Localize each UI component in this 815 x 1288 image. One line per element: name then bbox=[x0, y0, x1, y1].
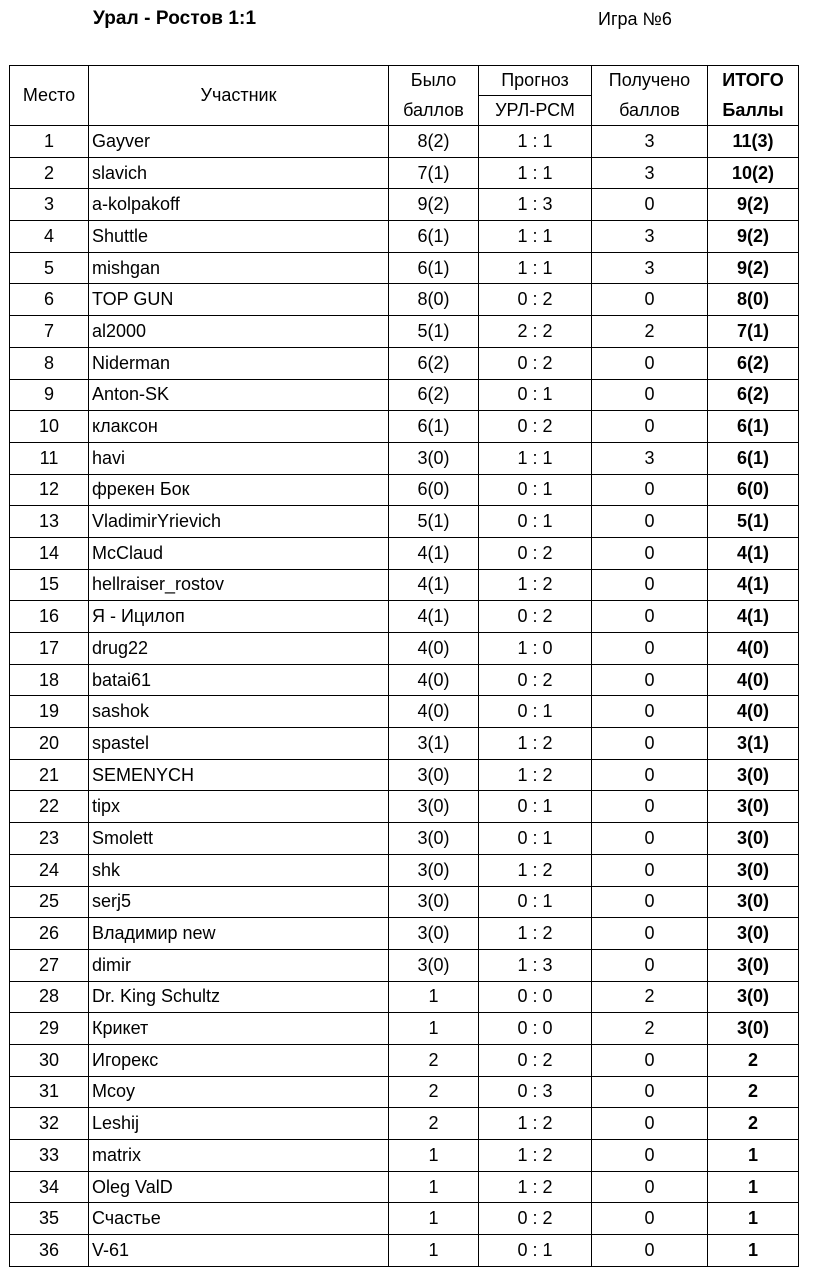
cell-before: 8(0) bbox=[389, 284, 479, 316]
cell-place: 12 bbox=[10, 474, 89, 506]
cell-before: 3(0) bbox=[389, 791, 479, 823]
header-place: Место bbox=[10, 66, 89, 126]
cell-participant: al2000 bbox=[89, 316, 389, 348]
cell-received: 0 bbox=[592, 1203, 708, 1235]
cell-before: 4(0) bbox=[389, 633, 479, 665]
cell-prediction: 0 : 2 bbox=[479, 664, 592, 696]
cell-place: 17 bbox=[10, 633, 89, 665]
table-row bbox=[10, 1203, 799, 1235]
cell-before: 6(1) bbox=[389, 221, 479, 253]
cell-before: 2 bbox=[389, 1044, 479, 1076]
cell-total: 6(1) bbox=[708, 411, 799, 443]
cell-total: 3(0) bbox=[708, 981, 799, 1013]
table-row bbox=[10, 886, 799, 918]
cell-before: 1 bbox=[389, 1171, 479, 1203]
cell-total: 10(2) bbox=[708, 157, 799, 189]
table-row bbox=[10, 601, 799, 633]
header-prediction-top: Прогноз bbox=[479, 66, 592, 96]
cell-before: 2 bbox=[389, 1076, 479, 1108]
cell-participant: tipx bbox=[89, 791, 389, 823]
cell-total: 6(0) bbox=[708, 474, 799, 506]
cell-total: 2 bbox=[708, 1076, 799, 1108]
cell-received: 0 bbox=[592, 537, 708, 569]
cell-before: 3(0) bbox=[389, 949, 479, 981]
table-row bbox=[10, 126, 799, 158]
table-header bbox=[10, 66, 799, 126]
cell-received: 3 bbox=[592, 221, 708, 253]
standings-table bbox=[9, 65, 799, 1267]
table-row bbox=[10, 537, 799, 569]
cell-received: 0 bbox=[592, 759, 708, 791]
cell-before: 3(1) bbox=[389, 728, 479, 760]
cell-place: 6 bbox=[10, 284, 89, 316]
table-body bbox=[10, 126, 799, 1267]
cell-place: 10 bbox=[10, 411, 89, 443]
cell-prediction: 0 : 1 bbox=[479, 791, 592, 823]
cell-participant: клаксон bbox=[89, 411, 389, 443]
cell-place: 3 bbox=[10, 189, 89, 221]
cell-received: 0 bbox=[592, 949, 708, 981]
cell-before: 3(0) bbox=[389, 442, 479, 474]
cell-participant: Leshij bbox=[89, 1108, 389, 1140]
cell-received: 0 bbox=[592, 918, 708, 950]
cell-total: 4(0) bbox=[708, 696, 799, 728]
cell-prediction: 1 : 1 bbox=[479, 221, 592, 253]
cell-participant: dimir bbox=[89, 949, 389, 981]
cell-total: 1 bbox=[708, 1203, 799, 1235]
cell-total: 2 bbox=[708, 1044, 799, 1076]
cell-prediction: 1 : 2 bbox=[479, 1140, 592, 1172]
cell-before: 6(1) bbox=[389, 411, 479, 443]
cell-place: 32 bbox=[10, 1108, 89, 1140]
cell-place: 14 bbox=[10, 537, 89, 569]
cell-place: 30 bbox=[10, 1044, 89, 1076]
table-row bbox=[10, 569, 799, 601]
cell-prediction: 0 : 0 bbox=[479, 1013, 592, 1045]
cell-total: 9(2) bbox=[708, 189, 799, 221]
cell-place: 23 bbox=[10, 823, 89, 855]
cell-place: 24 bbox=[10, 854, 89, 886]
cell-total: 7(1) bbox=[708, 316, 799, 348]
cell-total: 4(1) bbox=[708, 569, 799, 601]
cell-participant: Anton-SK bbox=[89, 379, 389, 411]
table-row bbox=[10, 506, 799, 538]
cell-received: 3 bbox=[592, 126, 708, 158]
cell-participant: serj5 bbox=[89, 886, 389, 918]
cell-total: 3(0) bbox=[708, 1013, 799, 1045]
cell-participant: havi bbox=[89, 442, 389, 474]
game-number: Игра №6 bbox=[598, 9, 672, 29]
cell-before: 5(1) bbox=[389, 506, 479, 538]
cell-place: 18 bbox=[10, 664, 89, 696]
cell-before: 3(0) bbox=[389, 918, 479, 950]
cell-total: 1 bbox=[708, 1171, 799, 1203]
cell-prediction: 0 : 2 bbox=[479, 284, 592, 316]
cell-received: 0 bbox=[592, 1108, 708, 1140]
cell-total: 6(2) bbox=[708, 379, 799, 411]
table-row bbox=[10, 696, 799, 728]
header-received-bottom: баллов bbox=[592, 96, 708, 126]
table-row bbox=[10, 759, 799, 791]
cell-place: 7 bbox=[10, 316, 89, 348]
cell-before: 1 bbox=[389, 1235, 479, 1267]
cell-participant: Dr. King Schultz bbox=[89, 981, 389, 1013]
table-row bbox=[10, 157, 799, 189]
table-row bbox=[10, 949, 799, 981]
cell-participant: Niderman bbox=[89, 347, 389, 379]
cell-before: 5(1) bbox=[389, 316, 479, 348]
header-total-bottom: Баллы bbox=[708, 96, 799, 126]
table-row bbox=[10, 316, 799, 348]
cell-participant: VladimirYrievich bbox=[89, 506, 389, 538]
cell-before: 4(0) bbox=[389, 696, 479, 728]
cell-prediction: 0 : 2 bbox=[479, 1044, 592, 1076]
cell-place: 15 bbox=[10, 569, 89, 601]
cell-prediction: 1 : 2 bbox=[479, 1171, 592, 1203]
cell-total: 3(0) bbox=[708, 854, 799, 886]
cell-place: 20 bbox=[10, 728, 89, 760]
cell-place: 13 bbox=[10, 506, 89, 538]
cell-received: 0 bbox=[592, 1171, 708, 1203]
cell-participant: batai61 bbox=[89, 664, 389, 696]
cell-received: 0 bbox=[592, 569, 708, 601]
cell-prediction: 0 : 1 bbox=[479, 506, 592, 538]
cell-total: 4(0) bbox=[708, 664, 799, 696]
cell-place: 19 bbox=[10, 696, 89, 728]
cell-received: 0 bbox=[592, 474, 708, 506]
cell-before: 4(1) bbox=[389, 569, 479, 601]
cell-prediction: 0 : 2 bbox=[479, 1203, 592, 1235]
cell-participant: McClaud bbox=[89, 537, 389, 569]
cell-before: 4(1) bbox=[389, 537, 479, 569]
table-row bbox=[10, 728, 799, 760]
cell-participant: Владимир new bbox=[89, 918, 389, 950]
cell-participant: фрекен Бок bbox=[89, 474, 389, 506]
cell-participant: Крикет bbox=[89, 1013, 389, 1045]
cell-prediction: 0 : 1 bbox=[479, 696, 592, 728]
cell-before: 3(0) bbox=[389, 823, 479, 855]
cell-place: 4 bbox=[10, 221, 89, 253]
cell-place: 26 bbox=[10, 918, 89, 950]
cell-total: 1 bbox=[708, 1235, 799, 1267]
cell-participant: Shuttle bbox=[89, 221, 389, 253]
cell-before: 7(1) bbox=[389, 157, 479, 189]
cell-prediction: 0 : 0 bbox=[479, 981, 592, 1013]
table-row bbox=[10, 1235, 799, 1267]
cell-prediction: 0 : 1 bbox=[479, 886, 592, 918]
cell-received: 0 bbox=[592, 633, 708, 665]
header-received-top: Получено bbox=[592, 66, 708, 96]
cell-prediction: 0 : 1 bbox=[479, 823, 592, 855]
cell-place: 8 bbox=[10, 347, 89, 379]
cell-received: 0 bbox=[592, 411, 708, 443]
cell-place: 9 bbox=[10, 379, 89, 411]
cell-received: 3 bbox=[592, 442, 708, 474]
cell-received: 0 bbox=[592, 1235, 708, 1267]
cell-total: 3(0) bbox=[708, 791, 799, 823]
cell-received: 0 bbox=[592, 506, 708, 538]
cell-before: 6(1) bbox=[389, 252, 479, 284]
cell-prediction: 0 : 2 bbox=[479, 411, 592, 443]
cell-total: 3(0) bbox=[708, 949, 799, 981]
header-before-bottom: баллов bbox=[389, 96, 479, 126]
cell-total: 2 bbox=[708, 1108, 799, 1140]
cell-received: 3 bbox=[592, 157, 708, 189]
cell-prediction: 0 : 1 bbox=[479, 1235, 592, 1267]
cell-place: 36 bbox=[10, 1235, 89, 1267]
cell-before: 3(0) bbox=[389, 854, 479, 886]
cell-prediction: 1 : 2 bbox=[479, 854, 592, 886]
cell-before: 8(2) bbox=[389, 126, 479, 158]
cell-total: 4(1) bbox=[708, 537, 799, 569]
cell-total: 5(1) bbox=[708, 506, 799, 538]
cell-participant: shk bbox=[89, 854, 389, 886]
cell-place: 34 bbox=[10, 1171, 89, 1203]
table-row bbox=[10, 1140, 799, 1172]
cell-total: 3(0) bbox=[708, 759, 799, 791]
table-row bbox=[10, 664, 799, 696]
table-row bbox=[10, 474, 799, 506]
cell-before: 1 bbox=[389, 1203, 479, 1235]
cell-before: 4(0) bbox=[389, 664, 479, 696]
header-total-top: ИТОГО bbox=[708, 66, 799, 96]
cell-prediction: 1 : 2 bbox=[479, 918, 592, 950]
cell-before: 1 bbox=[389, 1013, 479, 1045]
cell-total: 4(1) bbox=[708, 601, 799, 633]
cell-total: 3(0) bbox=[708, 918, 799, 950]
cell-place: 33 bbox=[10, 1140, 89, 1172]
cell-place: 22 bbox=[10, 791, 89, 823]
table-row bbox=[10, 221, 799, 253]
cell-received: 0 bbox=[592, 696, 708, 728]
cell-prediction: 0 : 3 bbox=[479, 1076, 592, 1108]
cell-before: 3(0) bbox=[389, 886, 479, 918]
cell-received: 2 bbox=[592, 981, 708, 1013]
cell-participant: a-kolpakoff bbox=[89, 189, 389, 221]
table-row bbox=[10, 1044, 799, 1076]
cell-received: 0 bbox=[592, 823, 708, 855]
cell-participant: hellraiser_rostov bbox=[89, 569, 389, 601]
table-row bbox=[10, 981, 799, 1013]
table-row bbox=[10, 411, 799, 443]
cell-prediction: 1 : 1 bbox=[479, 157, 592, 189]
cell-total: 8(0) bbox=[708, 284, 799, 316]
cell-participant: Счастье bbox=[89, 1203, 389, 1235]
cell-before: 3(0) bbox=[389, 759, 479, 791]
cell-received: 2 bbox=[592, 1013, 708, 1045]
cell-received: 0 bbox=[592, 854, 708, 886]
cell-participant: Я - Ицилоп bbox=[89, 601, 389, 633]
cell-received: 0 bbox=[592, 1076, 708, 1108]
header-before-top: Было bbox=[389, 66, 479, 96]
cell-participant: spastel bbox=[89, 728, 389, 760]
cell-place: 25 bbox=[10, 886, 89, 918]
cell-prediction: 1 : 2 bbox=[479, 728, 592, 760]
cell-total: 9(2) bbox=[708, 221, 799, 253]
cell-total: 9(2) bbox=[708, 252, 799, 284]
table-row bbox=[10, 347, 799, 379]
cell-place: 29 bbox=[10, 1013, 89, 1045]
cell-prediction: 1 : 3 bbox=[479, 189, 592, 221]
cell-received: 0 bbox=[592, 886, 708, 918]
cell-place: 35 bbox=[10, 1203, 89, 1235]
cell-prediction: 1 : 3 bbox=[479, 949, 592, 981]
table-row bbox=[10, 379, 799, 411]
cell-before: 9(2) bbox=[389, 189, 479, 221]
table-row bbox=[10, 189, 799, 221]
cell-participant: Gayver bbox=[89, 126, 389, 158]
cell-place: 2 bbox=[10, 157, 89, 189]
cell-total: 3(0) bbox=[708, 823, 799, 855]
table-row bbox=[10, 1013, 799, 1045]
cell-participant: Smolett bbox=[89, 823, 389, 855]
cell-prediction: 1 : 1 bbox=[479, 442, 592, 474]
table-row bbox=[10, 633, 799, 665]
cell-prediction: 0 : 2 bbox=[479, 347, 592, 379]
header-participant: Участник bbox=[89, 66, 389, 126]
cell-participant: matrix bbox=[89, 1140, 389, 1172]
cell-before: 6(0) bbox=[389, 474, 479, 506]
cell-place: 5 bbox=[10, 252, 89, 284]
cell-total: 6(2) bbox=[708, 347, 799, 379]
cell-prediction: 0 : 1 bbox=[479, 379, 592, 411]
cell-participant: Oleg ValD bbox=[89, 1171, 389, 1203]
header-prediction-bottom: УРЛ-РСМ bbox=[479, 96, 592, 126]
cell-prediction: 1 : 1 bbox=[479, 252, 592, 284]
cell-place: 27 bbox=[10, 949, 89, 981]
cell-total: 4(0) bbox=[708, 633, 799, 665]
cell-participant: TOP GUN bbox=[89, 284, 389, 316]
table-row bbox=[10, 791, 799, 823]
cell-participant: V-61 bbox=[89, 1235, 389, 1267]
cell-participant: mishgan bbox=[89, 252, 389, 284]
cell-before: 2 bbox=[389, 1108, 479, 1140]
cell-received: 0 bbox=[592, 189, 708, 221]
cell-participant: Mcoy bbox=[89, 1076, 389, 1108]
cell-received: 0 bbox=[592, 379, 708, 411]
cell-place: 11 bbox=[10, 442, 89, 474]
cell-received: 0 bbox=[592, 1044, 708, 1076]
table-row bbox=[10, 918, 799, 950]
cell-participant: slavich bbox=[89, 157, 389, 189]
cell-place: 16 bbox=[10, 601, 89, 633]
table-row bbox=[10, 854, 799, 886]
cell-prediction: 1 : 1 bbox=[479, 126, 592, 158]
cell-before: 1 bbox=[389, 981, 479, 1013]
cell-participant: drug22 bbox=[89, 633, 389, 665]
cell-before: 4(1) bbox=[389, 601, 479, 633]
cell-prediction: 1 : 2 bbox=[479, 569, 592, 601]
table-row bbox=[10, 1108, 799, 1140]
cell-received: 0 bbox=[592, 601, 708, 633]
cell-received: 2 bbox=[592, 316, 708, 348]
cell-place: 28 bbox=[10, 981, 89, 1013]
table-row bbox=[10, 252, 799, 284]
table-row bbox=[10, 823, 799, 855]
table-row bbox=[10, 1076, 799, 1108]
cell-before: 6(2) bbox=[389, 379, 479, 411]
cell-received: 3 bbox=[592, 252, 708, 284]
cell-received: 0 bbox=[592, 284, 708, 316]
cell-received: 0 bbox=[592, 1140, 708, 1172]
cell-before: 1 bbox=[389, 1140, 479, 1172]
cell-place: 31 bbox=[10, 1076, 89, 1108]
table-row bbox=[10, 284, 799, 316]
cell-participant: Игорекс bbox=[89, 1044, 389, 1076]
cell-received: 0 bbox=[592, 791, 708, 823]
cell-participant: SEMENYCH bbox=[89, 759, 389, 791]
cell-prediction: 0 : 2 bbox=[479, 537, 592, 569]
cell-total: 3(1) bbox=[708, 728, 799, 760]
cell-total: 1 bbox=[708, 1140, 799, 1172]
cell-total: 11(3) bbox=[708, 126, 799, 158]
cell-prediction: 1 : 0 bbox=[479, 633, 592, 665]
cell-before: 6(2) bbox=[389, 347, 479, 379]
cell-total: 3(0) bbox=[708, 886, 799, 918]
cell-prediction: 1 : 2 bbox=[479, 1108, 592, 1140]
cell-prediction: 0 : 1 bbox=[479, 474, 592, 506]
cell-received: 0 bbox=[592, 664, 708, 696]
table-row bbox=[10, 1171, 799, 1203]
cell-total: 6(1) bbox=[708, 442, 799, 474]
cell-prediction: 1 : 2 bbox=[479, 759, 592, 791]
page-title: Урал - Ростов 1:1 bbox=[93, 8, 257, 29]
cell-received: 0 bbox=[592, 728, 708, 760]
table-row bbox=[10, 442, 799, 474]
cell-place: 1 bbox=[10, 126, 89, 158]
cell-place: 21 bbox=[10, 759, 89, 791]
cell-received: 0 bbox=[592, 347, 708, 379]
cell-prediction: 0 : 2 bbox=[479, 601, 592, 633]
cell-participant: sashok bbox=[89, 696, 389, 728]
cell-prediction: 2 : 2 bbox=[479, 316, 592, 348]
